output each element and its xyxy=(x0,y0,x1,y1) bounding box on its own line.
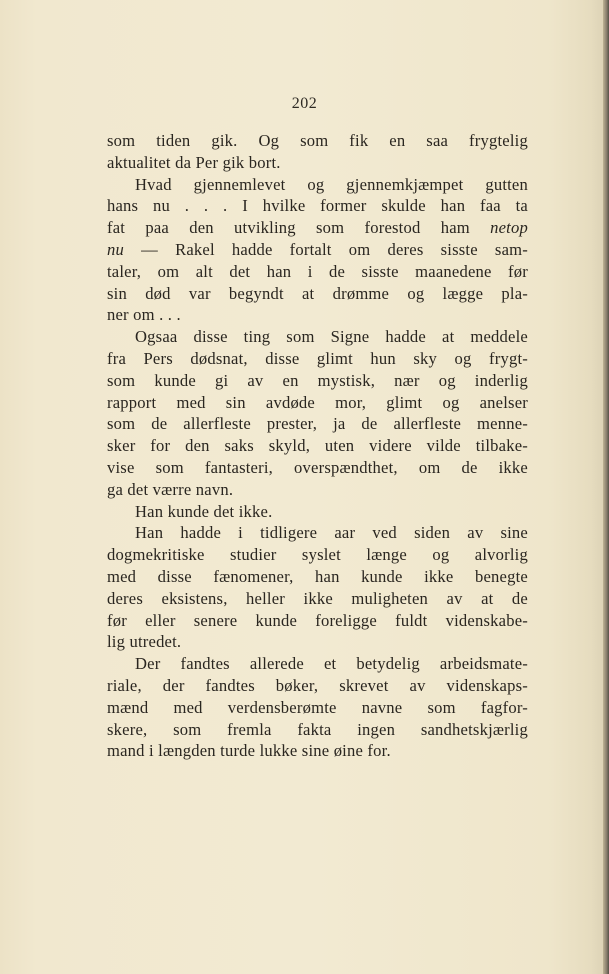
page-edge-shadow xyxy=(603,0,609,974)
text-line: sker for den saks skyld, uten videre vilde tilbake- xyxy=(107,436,528,456)
text-line: som de allerfleste prester, ja de allerfleste menne- xyxy=(107,414,528,434)
text-line: fra Pers dødsnat, disse glimt hun sky og frygt- xyxy=(107,348,528,368)
text-line: som tiden gik. Og som fik en saa frygtelig xyxy=(107,131,528,150)
italic-word: nu xyxy=(107,239,124,259)
text-line: Han kunde det ikke. xyxy=(135,501,273,521)
text-line: Hvad gjennemlevet og gjennemkjæmpet gutten xyxy=(135,174,528,194)
text-line: hans nu . . . I hvilke former skulde han faa ta xyxy=(107,196,528,216)
text-line: nu — Rakel hadde fortalt om deres sisste sam- xyxy=(107,239,528,259)
text-line: aktualitet da Per gik bort. xyxy=(107,152,281,172)
text-line: ner om . . . xyxy=(107,305,181,325)
page-number: 202 xyxy=(291,95,318,112)
text-line: mænd med verdensberømte navne som fagfor- xyxy=(107,697,528,717)
text-line: lig utredet. xyxy=(107,632,182,652)
text-line: rapport med sin avdøde mor, glimt og anelser xyxy=(107,392,528,412)
text-line: fat paa den utvikling som forestod ham netop xyxy=(107,218,528,238)
text-line: vise som fantasteri, overspændthet, om de ikke xyxy=(107,457,528,477)
text-line: Han hadde i tidligere aar ved siden av sine xyxy=(135,523,528,543)
text-line: ga det værre navn. xyxy=(107,479,234,499)
text-line: Ogsaa disse ting som Signe hadde at meddele xyxy=(135,327,528,347)
text-line: deres eksistens, heller ikke muligheten av at de xyxy=(107,588,528,608)
text-line: skere, som fremla fakta ingen sandhetskjærlig xyxy=(107,719,528,739)
text-line: Der fandtes allerede et betydelig arbeidsmate- xyxy=(135,654,528,674)
text-line: dogmekritiske studier syslet længe og alvorlig xyxy=(107,545,528,565)
body-text xyxy=(107,130,528,762)
text-line: før eller senere kunde foreligge fuldt videnskabe- xyxy=(107,610,528,630)
text-line: som kunde gi av en mystisk, nær og inderlig xyxy=(107,370,528,390)
text-line: med disse fænomener, han kunde ikke benegte xyxy=(107,566,528,586)
italic-word: netop xyxy=(490,218,528,238)
text-line: sin død var begyndt at drømme og lægge pla- xyxy=(107,283,528,303)
text-line: taler, om alt det han i de sisste maanedene før xyxy=(107,261,528,281)
text-line: riale, der fandtes bøker, skrevet av videnskaps- xyxy=(107,675,528,695)
text-line: mand i længden turde lukke sine øine for. xyxy=(107,741,391,761)
